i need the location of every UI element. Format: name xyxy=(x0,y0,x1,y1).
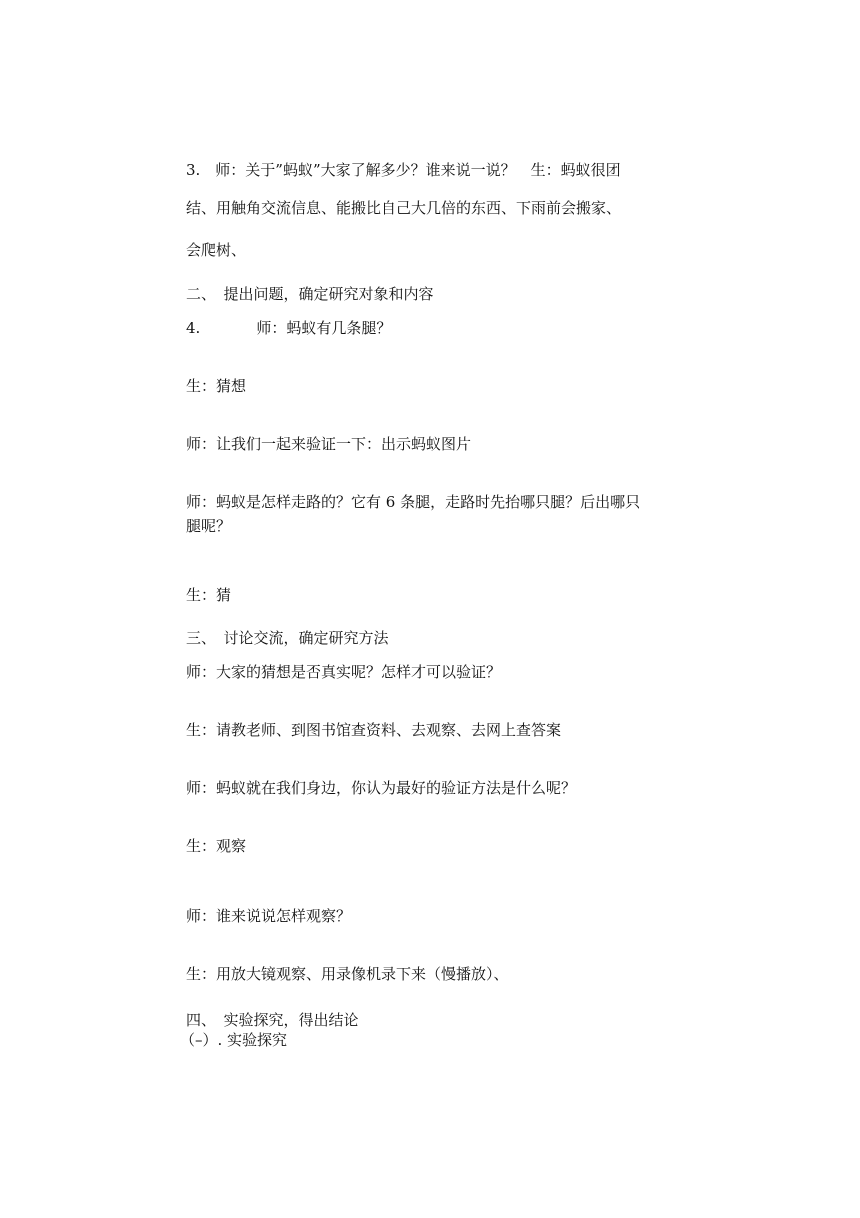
teacher-line-1: 师：让我们一起来验证一下：出示蚂蚁图片 xyxy=(186,435,472,453)
paragraph-3-line-2: 结、用触角交流信息、能搬比自己大几倍的东西、下雨前会搬家、 xyxy=(186,199,622,217)
question-4 xyxy=(186,318,391,338)
student-line-2: 生：猜 xyxy=(186,586,232,604)
teacher-line-4: 师：蚂蚁就在我们身边，你认为最好的验证方法是什么呢？ xyxy=(186,779,577,797)
teacher-line-3: 师：大家的猜想是否真实呢？怎样才可以验证？ xyxy=(186,663,502,681)
teacher-line-2a: 师：蚂蚁是怎样走路的？它有 6 条腿，走路时先抬哪只腿？后出哪只 xyxy=(186,493,641,511)
section-heading-4: 四、 实验探究，得出结论 xyxy=(186,1011,359,1029)
student-line-3: 生：请教老师、到图书馆查资料、去观察、去网上查答案 xyxy=(186,721,562,739)
subheading-1: （–）. 实验探究 xyxy=(180,1031,288,1049)
section-heading-3: 三、 讨论交流，确定研究方法 xyxy=(186,629,389,647)
question-4-number: 4. xyxy=(186,319,201,337)
teacher-line-5: 师：谁来说说怎样观察？ xyxy=(186,907,352,925)
section-heading-2: 二、 提出问题，确定研究对象和内容 xyxy=(186,285,434,303)
paragraph-3-line-3: 会爬树、 xyxy=(186,241,247,259)
student-line-4: 生：观察 xyxy=(186,837,247,855)
student-line-1: 生：猜想 xyxy=(186,377,247,395)
question-4-text: 师：蚂蚁有几条腿？ xyxy=(256,319,392,337)
teacher-line-2b: 腿呢？ xyxy=(186,517,232,535)
paragraph-3-line-1: 3. 师：关于”蚂蚁”大家了解多少？谁来说一说？ 生：蚂蚁很团 xyxy=(186,161,621,179)
student-line-5: 生：用放大镜观察、用录像机录下来（慢播放）、 xyxy=(186,965,509,983)
